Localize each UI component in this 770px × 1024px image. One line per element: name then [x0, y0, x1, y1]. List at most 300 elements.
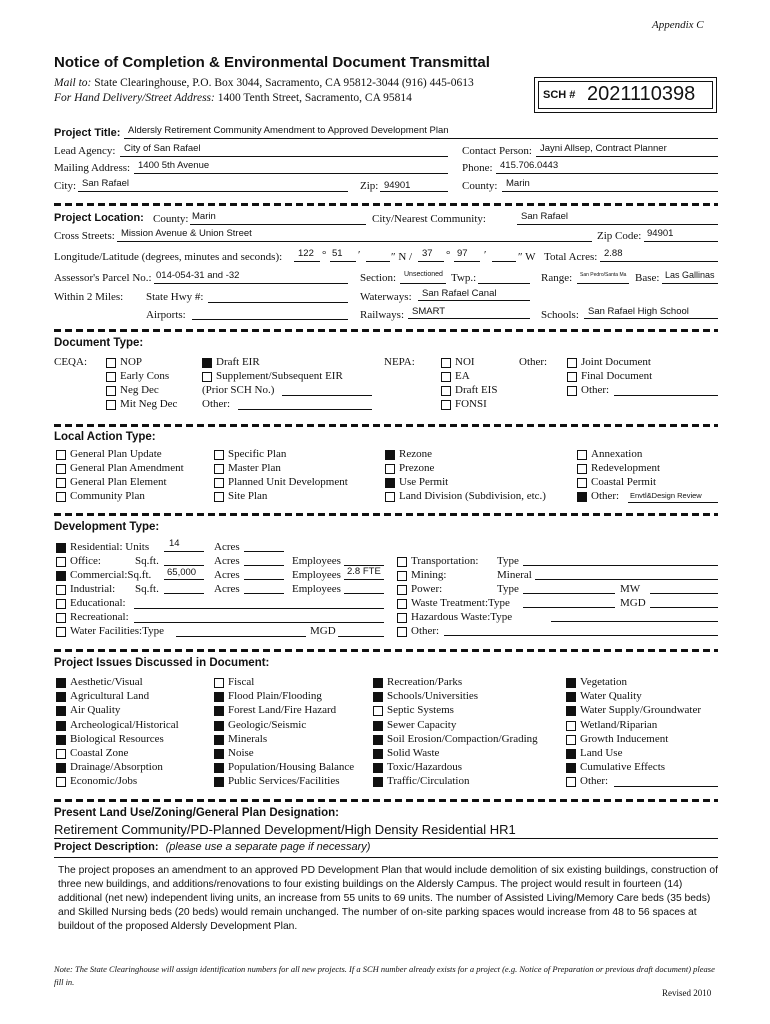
- mining-label: Mining:: [411, 569, 447, 581]
- description-header: [54, 841, 370, 853]
- commercial-employees-value[interactable]: 2.8 FTE: [347, 566, 381, 577]
- city-value[interactable]: San Rafael: [82, 178, 130, 189]
- local-action-title: Local Action Type:: [54, 431, 156, 443]
- issue-recreation-parks-checkbox[interactable]: [373, 678, 383, 688]
- commercial-acres-label: Acres: [214, 569, 240, 581]
- local-action-planned-unit-development-checkbox[interactable]: [214, 478, 224, 488]
- cross-streets-label: Cross Streets:: [54, 230, 115, 242]
- description-text[interactable]: The project proposes an amendment to an approved PD Development Plan that would include demolition of six existing buildings, construction of three new buildings, and additions/renovations to four existing buildings on the Aldersly Campus. The project would result in fourteen (14) additional (net new) independent living units, an increase from 55 units to 69 units. The number of Assisted Living/Memory Care beds (35 beds) and Skilled Nursing beds (20 beds) would remain unchanged. The number of on-site parking spaces would increase from 48 to 56 spaces at buildout of the proposed Aldersly Development Plan.: [58, 865, 718, 932]
- ceqa-mit-neg-dec-checkbox[interactable]: [106, 400, 116, 410]
- issue-water-quality-label: Water Quality: [580, 690, 642, 703]
- issue-public-services-facilities-label: Public Services/Facilities: [228, 775, 340, 788]
- base-label: Base:: [635, 272, 660, 284]
- issue-population-housing-balance-checkbox[interactable]: [214, 763, 224, 773]
- appendix-label: Appendix C: [652, 19, 704, 31]
- local-action-redevelopment-label: Redevelopment: [591, 462, 661, 474]
- transportation-underline: [523, 565, 718, 566]
- issues-other-underline: [614, 786, 718, 787]
- divider-location: [54, 203, 718, 206]
- commercial-sqft-value[interactable]: 65,000: [167, 567, 197, 578]
- waste-type-underline: [523, 607, 615, 608]
- issue-forest-land-fire-hazard-label: Forest Land/Fire Hazard: [228, 704, 337, 717]
- local-action-general-plan-amendment-label: General Plan Amendment: [70, 462, 184, 474]
- power-type-underline: [523, 593, 615, 594]
- issue-population-housing-balance-label: Population/Housing Balance: [228, 761, 355, 774]
- contact-value[interactable]: Jayni Allsep, Contract Planner: [540, 143, 667, 154]
- loc-county-label: County:: [153, 213, 189, 225]
- mailing-label: Mailing Address:: [54, 162, 131, 174]
- project-title-value[interactable]: Aldersly Retirement Community Amendment to Approved Development Plan: [128, 125, 449, 136]
- issue-noise-checkbox[interactable]: [214, 749, 224, 759]
- zip-value[interactable]: 94901: [384, 180, 411, 191]
- community-underline: [517, 224, 718, 225]
- divider-doc-type: [54, 329, 718, 332]
- commercial-employees-label: Employees: [292, 569, 341, 581]
- county-label: County:: [462, 180, 498, 192]
- city-label: City:: [54, 180, 77, 192]
- page-title: Notice of Completion & Environmental Document Transmittal: [54, 54, 490, 71]
- lead-agency-value[interactable]: City of San Rafael: [124, 143, 201, 154]
- local-action-other-underline: [628, 502, 718, 503]
- airports-underline: [192, 319, 348, 320]
- local-action-coastal-permit-checkbox[interactable]: [577, 478, 587, 488]
- lat-minutes-underline: [330, 261, 356, 262]
- long-seconds-underline: [492, 261, 516, 262]
- doc-other-joint-document-label: Joint Document: [581, 356, 651, 368]
- office-acres-underline: [244, 565, 284, 566]
- ceqa-other-label: Other:: [202, 398, 231, 410]
- mineral-label: Mineral: [497, 569, 532, 581]
- issue-minerals-checkbox[interactable]: [214, 735, 224, 745]
- community-value[interactable]: San Rafael: [521, 211, 569, 222]
- local-action-other-checkbox[interactable]: [577, 492, 587, 502]
- lat-minutes[interactable]: 51: [332, 248, 343, 259]
- contact-label: Contact Person:: [462, 145, 532, 157]
- mail-to-line: [54, 77, 474, 89]
- long-minutes-underline: [454, 261, 480, 262]
- industrial-employees-label: Employees: [292, 583, 341, 595]
- industrial-sqft-label: Sq.ft.: [135, 583, 159, 595]
- loc-zip-label: Zip Code:: [597, 230, 642, 242]
- hazardous-underline: [551, 621, 718, 622]
- section-label: Section:: [360, 272, 397, 284]
- project-location-label: Project Location:: [54, 212, 144, 224]
- industrial-employees-underline: [344, 593, 384, 594]
- schools-value[interactable]: San Rafael High School: [588, 306, 689, 317]
- land-use-title: Present Land Use/Zoning/General Plan Designation:: [54, 807, 339, 819]
- issue-schools-universities-label: Schools/Universities: [387, 690, 479, 703]
- water-mgd-underline: [338, 636, 384, 637]
- water-type-underline: [176, 636, 306, 637]
- issue-drainage-absorption-checkbox[interactable]: [56, 763, 66, 773]
- local-action-site-plan-checkbox[interactable]: [214, 492, 224, 502]
- description-rule: [54, 857, 718, 858]
- issue-toxic-hazardous-label: Toxic/Hazardous: [387, 761, 462, 774]
- ceqa-supplement-subsequent-eir-checkbox[interactable]: [202, 372, 212, 382]
- range-value[interactable]: San Pedro/Santa Ma: [580, 272, 627, 278]
- recreational-label: Recreational:: [70, 611, 129, 623]
- mailing-value[interactable]: 1400 5th Avenue: [138, 160, 210, 171]
- county-underline: [502, 191, 718, 192]
- nepa-draft-eis-checkbox[interactable]: [441, 386, 451, 396]
- issue-air-quality-checkbox[interactable]: [56, 706, 66, 716]
- sch-box: [534, 77, 717, 113]
- ceqa-label: CEQA:: [54, 356, 87, 368]
- office-checkbox[interactable]: [56, 557, 66, 567]
- issue-drainage-absorption-label: Drainage/Absorption: [70, 761, 163, 774]
- divider-local-action: [54, 424, 718, 427]
- water-facilities-checkbox[interactable]: [56, 627, 66, 637]
- local-action-use-permit-label: Use Permit: [399, 476, 449, 488]
- section-underline: [400, 283, 446, 284]
- issue-cumulative-effects-label: Cumulative Effects: [580, 761, 666, 774]
- residential-acres-underline: [244, 551, 284, 552]
- issue-sewer-capacity-label: Sewer Capacity: [387, 718, 457, 731]
- revised-label: Revised 2010: [662, 988, 712, 998]
- schools-label: Schools:: [541, 309, 579, 321]
- industrial-checkbox[interactable]: [56, 585, 66, 595]
- industrial-acres-underline: [244, 593, 284, 594]
- residential-checkbox[interactable]: [56, 543, 66, 553]
- long-degrees-underline: [418, 261, 444, 262]
- long-degrees[interactable]: 37: [422, 248, 433, 259]
- transportation-type-label: Type: [497, 555, 519, 567]
- transportation-label: Transportation:: [411, 555, 479, 567]
- local-action-land-division-subdivision-etc-checkbox[interactable]: [385, 492, 395, 502]
- issue-solid-waste-label: Solid Waste: [387, 747, 440, 759]
- total-acres-label: Total Acres:: [544, 251, 598, 263]
- issue-soil-erosion-compaction-grading-checkbox[interactable]: [373, 735, 383, 745]
- issue-agricultural-land-checkbox[interactable]: [56, 692, 66, 702]
- latlong-label: Longitude/Latitude (degrees, minutes and seconds):: [54, 251, 283, 263]
- county-value[interactable]: Marin: [506, 178, 530, 189]
- apn-underline: [154, 283, 348, 284]
- lat-min-mark: ′: [358, 249, 361, 261]
- nepa-ea-label: EA: [455, 370, 470, 382]
- issue-geologic-seismic-label: Geologic/Seismic: [228, 718, 307, 731]
- hand-delivery-address: 1400 Tenth Street, Sacramento, CA 95814: [217, 92, 412, 104]
- issues-title: Project Issues Discussed in Document:: [54, 657, 270, 669]
- issue-vegetation-checkbox[interactable]: [566, 678, 576, 688]
- local-action-general-plan-amendment-checkbox[interactable]: [56, 464, 66, 474]
- issue-flood-plain-flooding-checkbox[interactable]: [214, 692, 224, 702]
- power-type-label: Type: [497, 583, 519, 595]
- local-action-specific-plan-label: Specific Plan: [228, 448, 287, 460]
- water-mgd-label: MGD: [310, 625, 336, 637]
- local-action-prezone-checkbox[interactable]: [385, 464, 395, 474]
- airports-label: Airports:: [146, 309, 186, 321]
- issue-land-use-checkbox[interactable]: [566, 749, 576, 759]
- issue-other-label: Other:: [580, 775, 609, 788]
- long-deg-mark: °: [446, 249, 451, 261]
- power-checkbox[interactable]: [397, 585, 407, 595]
- other-col-label: Other:: [519, 356, 548, 368]
- educational-label: Educational:: [70, 597, 126, 609]
- waterways-underline: [418, 300, 530, 301]
- issue-air-quality-label: Air Quality: [70, 704, 121, 717]
- issue-water-supply-groundwater-checkbox[interactable]: [566, 706, 576, 716]
- issue-vegetation-label: Vegetation: [580, 676, 628, 688]
- office-sqft-label: Sq.ft.: [135, 555, 159, 567]
- community-label: City/Nearest Community:: [372, 213, 486, 225]
- educational-checkbox[interactable]: [56, 599, 66, 609]
- lat-sec-mark: ″ N /: [391, 251, 413, 263]
- phone-underline: [496, 173, 718, 174]
- sch-number: 2021110398: [587, 83, 696, 105]
- recreational-checkbox[interactable]: [56, 613, 66, 623]
- nepa-fonsi-checkbox[interactable]: [441, 400, 451, 410]
- issue-solid-waste-checkbox[interactable]: [373, 749, 383, 759]
- railways-value[interactable]: SMART: [412, 306, 446, 317]
- total-acres-value[interactable]: 2.88: [604, 248, 623, 259]
- doc-other-other-label: Other:: [581, 384, 610, 396]
- long-min-mark: ′: [484, 249, 487, 261]
- commercial-acres-underline: [244, 579, 284, 580]
- railways-underline: [408, 318, 530, 319]
- land-use-value[interactable]: Retirement Community/PD-Planned Development/High Density Residential HR1: [54, 822, 516, 837]
- prior-sch-label: (Prior SCH No.): [202, 384, 275, 396]
- issue-toxic-hazardous-checkbox[interactable]: [373, 763, 383, 773]
- office-employees-label: Employees: [292, 555, 341, 567]
- divider-development: [54, 513, 718, 516]
- transportation-checkbox[interactable]: [397, 557, 407, 567]
- zip-underline: [380, 191, 448, 192]
- lead-agency-underline: [120, 156, 448, 157]
- ceqa-draft-eir-checkbox[interactable]: [202, 358, 212, 368]
- issue-recreation-parks-label: Recreation/Parks: [387, 676, 463, 688]
- issue-sewer-capacity-checkbox[interactable]: [373, 721, 383, 731]
- issue-cumulative-effects-checkbox[interactable]: [566, 763, 576, 773]
- lead-agency-label: Lead Agency:: [54, 145, 116, 157]
- nepa-noi-checkbox[interactable]: [441, 358, 451, 368]
- issue-soil-erosion-compaction-grading-label: Soil Erosion/Compaction/Grading: [387, 732, 538, 745]
- issue-water-supply-groundwater-label: Water Supply/Groundwater: [580, 704, 701, 717]
- issue-biological-resources-checkbox[interactable]: [56, 735, 66, 745]
- loc-county-underline: [190, 224, 366, 225]
- issue-fiscal-label: Fiscal: [228, 676, 255, 688]
- section-value[interactable]: Unsectioned: [404, 271, 443, 278]
- waterways-label: Waterways:: [360, 291, 412, 303]
- loc-zip-value[interactable]: 94901: [647, 228, 674, 239]
- contact-underline: [536, 156, 718, 157]
- mailing-underline: [134, 173, 448, 174]
- waste-treatment-checkbox[interactable]: [397, 599, 407, 609]
- description-note: (please use a separate page if necessary): [165, 841, 371, 853]
- issue-economic-jobs-checkbox[interactable]: [56, 777, 66, 787]
- office-acres-label: Acres: [214, 555, 240, 567]
- project-title-underline: [124, 138, 718, 139]
- ceqa-nop-checkbox[interactable]: [106, 358, 116, 368]
- nepa-ea-checkbox[interactable]: [441, 372, 451, 382]
- nepa-draft-eis-label: Draft EIS: [455, 384, 498, 396]
- local-action-community-plan-label: Community Plan: [70, 490, 145, 502]
- phone-value[interactable]: 415.706.0443: [500, 160, 559, 171]
- waterways-value[interactable]: San Rafael Canal: [422, 288, 497, 299]
- local-action-rezone-checkbox[interactable]: [385, 450, 395, 460]
- mail-to-label: Mail to:: [54, 77, 92, 89]
- dev-other-underline: [444, 635, 718, 636]
- issue-water-quality-checkbox[interactable]: [566, 692, 576, 702]
- residential-label: Residential: Units: [70, 541, 150, 553]
- local-action-general-plan-element-checkbox[interactable]: [56, 478, 66, 488]
- local-action-site-plan-label: Site Plan: [228, 490, 268, 502]
- hand-delivery-label: For Hand Delivery/Street Address:: [54, 92, 215, 104]
- issue-economic-jobs-label: Economic/Jobs: [70, 775, 138, 788]
- ceqa-early-cons-label: Early Cons: [120, 370, 170, 382]
- lat-degrees-underline: [294, 261, 320, 262]
- issue-coastal-zone-label: Coastal Zone: [70, 747, 129, 759]
- issue-noise-label: Noise: [228, 747, 254, 759]
- issue-schools-universities-checkbox[interactable]: [373, 692, 383, 702]
- schools-underline: [584, 318, 718, 319]
- divider-issues: [54, 649, 718, 652]
- commercial-checkbox[interactable]: [56, 571, 66, 581]
- local-action-master-plan-label: Master Plan: [228, 462, 281, 474]
- doc-other-underline: [614, 395, 718, 396]
- dev-other-checkbox[interactable]: [397, 627, 407, 637]
- ceqa-other-underline: [238, 409, 372, 410]
- issue-biological-resources-label: Biological Resources: [70, 732, 164, 745]
- hazardous-waste-label: Hazardous Waste:Type: [411, 611, 513, 623]
- local-action-other-value[interactable]: Envtl&Design Review: [630, 491, 702, 500]
- issue-minerals-label: Minerals: [228, 732, 268, 745]
- footer-note: Note: The State Clearinghouse will assign identification numbers for all new projects. If a SCH number already exists for a project (e.g. Notice of Preparation or previous draft document) please fill in.: [54, 964, 715, 987]
- local-action-general-plan-update-checkbox[interactable]: [56, 450, 66, 460]
- within-2-miles-label: Within 2 Miles:: [54, 291, 124, 303]
- issue-aesthetic-visual-checkbox[interactable]: [56, 678, 66, 688]
- issue-geologic-seismic-checkbox[interactable]: [214, 721, 224, 731]
- mineral-underline: [535, 579, 718, 580]
- hand-delivery-line: [54, 92, 412, 104]
- local-action-planned-unit-development-label: Planned Unit Development: [228, 476, 348, 488]
- issue-flood-plain-flooding-label: Flood Plain/Flooding: [228, 690, 322, 703]
- issue-land-use-label: Land Use: [580, 747, 623, 759]
- apn-value[interactable]: 014-054-31 and -32: [156, 270, 240, 281]
- long-minutes[interactable]: 97: [457, 248, 468, 259]
- office-sqft-underline: [164, 565, 204, 566]
- residential-units-value[interactable]: 14: [169, 538, 180, 549]
- zip-label: Zip:: [360, 180, 379, 192]
- development-title: Development Type:: [54, 521, 160, 533]
- local-action-general-plan-update-label: General Plan Update: [70, 448, 162, 460]
- issue-aesthetic-visual-label: Aesthetic/Visual: [70, 676, 143, 688]
- residential-acres-label: Acres: [214, 541, 240, 553]
- issue-traffic-circulation-checkbox[interactable]: [373, 777, 383, 787]
- local-action-community-plan-checkbox[interactable]: [56, 492, 66, 502]
- loc-county-value[interactable]: Marin: [192, 211, 216, 222]
- local-action-general-plan-element-label: General Plan Element: [70, 476, 167, 488]
- local-action-land-division-subdivision-etc-label: Land Division (Subdivision, etc.): [399, 490, 546, 502]
- ceqa-neg-dec-checkbox[interactable]: [106, 386, 116, 396]
- waste-treatment-label: Waste Treatment:Type: [411, 597, 510, 609]
- residential-units-underline: [164, 551, 204, 552]
- issue-growth-inducement-label: Growth Inducement: [580, 732, 669, 745]
- hazardous-waste-checkbox[interactable]: [397, 613, 407, 623]
- industrial-sqft-underline: [164, 593, 204, 594]
- power-mw-label: MW: [620, 583, 641, 595]
- issue-agricultural-land-label: Agricultural Land: [70, 690, 150, 703]
- nepa-fonsi-label: FONSI: [455, 398, 487, 410]
- nepa-noi-label: NOI: [455, 356, 475, 368]
- apn-label: Assessor's Parcel No.:: [54, 272, 152, 284]
- range-underline: [577, 283, 629, 284]
- local-action-annexation-label: Annexation: [591, 448, 643, 460]
- recreational-underline: [134, 622, 384, 623]
- ceqa-supplement-subsequent-eir-label: Supplement/Subsequent EIR: [216, 370, 343, 382]
- description-title: Project Description:: [54, 841, 159, 853]
- nepa-label: NEPA:: [384, 356, 415, 368]
- cross-streets-underline: [117, 241, 592, 242]
- local-action-annexation-checkbox[interactable]: [577, 450, 587, 460]
- issue-coastal-zone-checkbox[interactable]: [56, 749, 66, 759]
- issue-archeological-historical-checkbox[interactable]: [56, 721, 66, 731]
- lat-deg-mark: °: [322, 249, 327, 261]
- prior-sch-underline: [282, 395, 372, 396]
- ceqa-mit-neg-dec-label: Mit Neg Dec: [120, 398, 178, 410]
- issue-growth-inducement-checkbox[interactable]: [566, 735, 576, 745]
- total-acres-underline: [600, 261, 718, 262]
- issue-wetland-riparian-label: Wetland/Riparian: [580, 718, 658, 731]
- local-action-redevelopment-checkbox[interactable]: [577, 464, 587, 474]
- twp-underline: [478, 283, 530, 284]
- doc-other-joint-document-checkbox[interactable]: [567, 358, 577, 368]
- power-label: Power:: [411, 583, 443, 595]
- local-action-other-label: Other:: [591, 490, 620, 502]
- commercial-label: Commercial:Sq.ft.: [70, 569, 152, 581]
- office-label: Office:: [70, 555, 101, 567]
- educational-underline: [134, 608, 384, 609]
- project-title-label: Project Title:: [54, 127, 121, 139]
- local-action-prezone-label: Prezone: [399, 462, 435, 474]
- local-action-rezone-label: Rezone: [399, 448, 432, 460]
- cross-streets-value[interactable]: Mission Avenue & Union Street: [121, 228, 252, 239]
- issue-wetland-riparian-checkbox[interactable]: [566, 721, 576, 731]
- local-action-specific-plan-checkbox[interactable]: [214, 450, 224, 460]
- commercial-employees-underline: [344, 579, 384, 580]
- ceqa-neg-dec-label: Neg Dec: [120, 384, 159, 396]
- mining-checkbox[interactable]: [397, 571, 407, 581]
- issue-forest-land-fire-hazard-checkbox[interactable]: [214, 706, 224, 716]
- issue-fiscal-checkbox[interactable]: [214, 678, 224, 688]
- issue-archeological-historical-label: Archeological/Historical: [70, 718, 179, 731]
- issue-traffic-circulation-label: Traffic/Circulation: [387, 775, 470, 788]
- waste-mgd-label: MGD: [620, 597, 646, 609]
- ceqa-early-cons-checkbox[interactable]: [106, 372, 116, 382]
- issue-septic-systems-label: Septic Systems: [387, 704, 454, 717]
- issue-public-services-facilities-checkbox[interactable]: [214, 777, 224, 787]
- local-action-use-permit-checkbox[interactable]: [385, 478, 395, 488]
- range-label: Range:: [541, 272, 573, 284]
- issue-septic-systems-checkbox[interactable]: [373, 706, 383, 716]
- doc-other-other-checkbox[interactable]: [567, 386, 577, 396]
- industrial-label: Industrial:: [70, 583, 116, 595]
- mail-to-address: State Clearinghouse, P.O. Box 3044, Sacramento, CA 95812-3044 (916) 445-0613: [94, 77, 474, 89]
- loc-zip-underline: [644, 241, 718, 242]
- water-facilities-label: Water Facilities:Type: [70, 625, 164, 637]
- power-mw-underline: [650, 593, 718, 594]
- lat-degrees[interactable]: 122: [298, 248, 314, 259]
- doc-other-final-document-checkbox[interactable]: [567, 372, 577, 382]
- ceqa-draft-eir-label: Draft EIR: [216, 356, 260, 368]
- sch-label: SCH #: [543, 89, 576, 101]
- doc-type-title: Document Type:: [54, 337, 144, 349]
- doc-other-final-document-label: Final Document: [581, 370, 653, 382]
- state-hwy-label: State Hwy #:: [146, 291, 204, 303]
- commercial-sqft-underline: [164, 579, 204, 580]
- base-value[interactable]: Las Gallinas: [665, 270, 715, 280]
- issue-other-checkbox[interactable]: [566, 777, 576, 787]
- local-action-master-plan-checkbox[interactable]: [214, 464, 224, 474]
